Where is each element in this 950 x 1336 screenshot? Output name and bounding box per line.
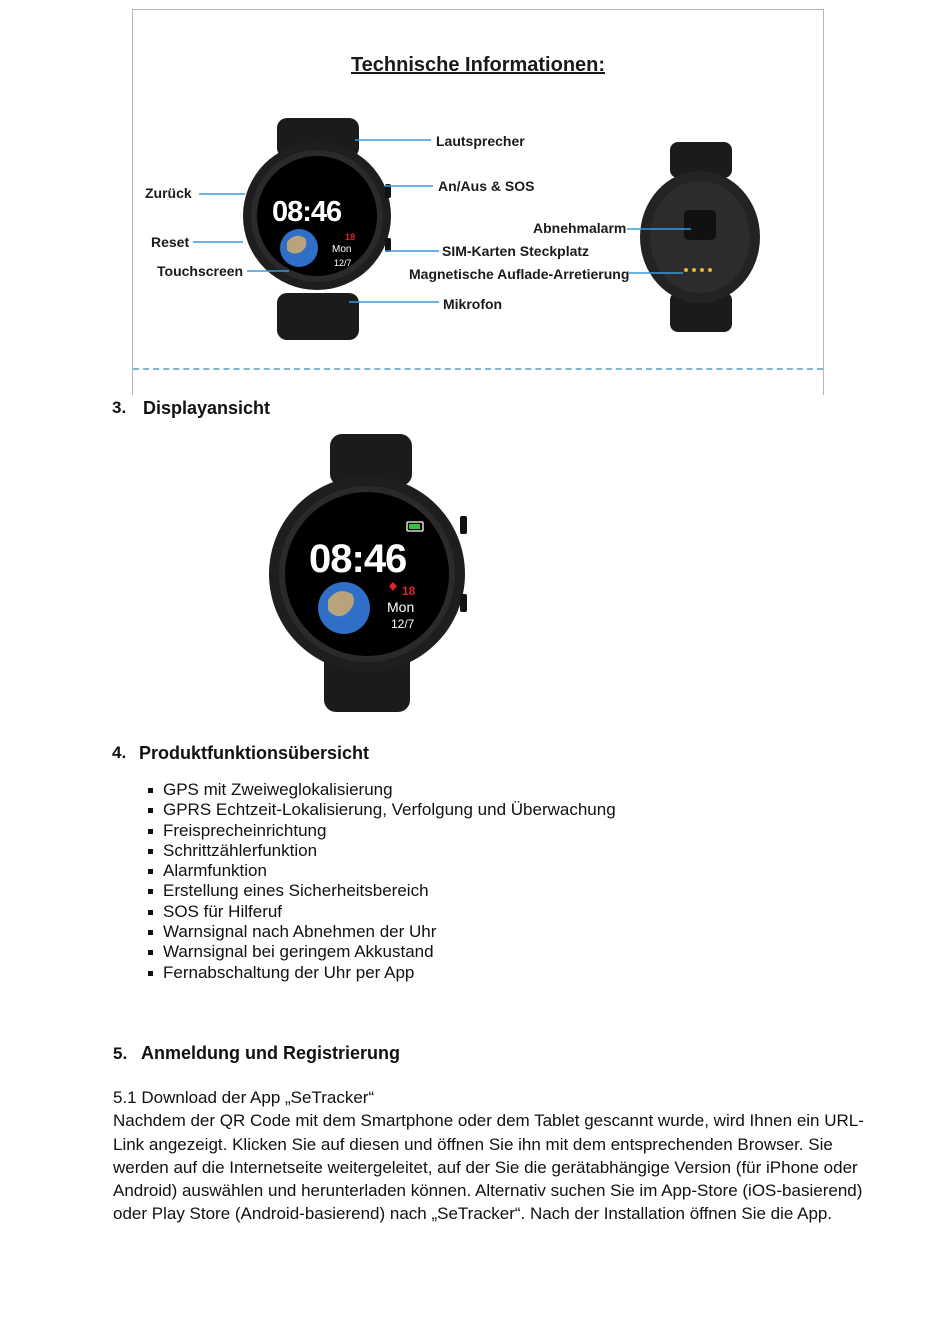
front-watch-time: 08:46 <box>272 196 342 228</box>
tech-info-title: Technische Informationen: <box>350 54 606 76</box>
label-abnehmalarm: Abnehmalarm <box>533 220 627 236</box>
registration-paragraph: Nachdem der QR Code mit dem Smartphone oder dem Tablet gescannt wurde, wird Ihnen ein URL-Link angezeigt. Klicken Sie auf diesen und öffnen Sie ihn mit dem entsprechenden Browser. Sie werden auf die Internetseite weitergeleitet, auf der Sie die gerätabhängige Version (für iPhone oder Android) auswählen und herunterladen können. Alternativ suchen Sie im App-Store (iOS-basierend) oder Play Store (Android-basierend) nach „SeTracker“. Nach der Installation öffnen Sie die App. <box>113 1111 864 1224</box>
dashed-divider <box>133 368 823 370</box>
label-zurueck: Zurück <box>145 185 192 201</box>
label-mikrofon: Mikrofon <box>443 296 503 312</box>
label-touchscreen: Touchscreen <box>157 263 244 279</box>
label-sim-slot: SIM-Karten Steckplatz <box>442 243 590 259</box>
section5-title: Anmeldung und Registrierung <box>141 1043 400 1063</box>
feature-item: GPRS Echtzeit-Lokalisierung, Verfolgung und Überwachung <box>148 800 616 820</box>
feature-item: Schrittzählerfunktion <box>148 841 616 861</box>
section3-title: Displayansicht <box>143 398 271 418</box>
front-watch-day: Mon <box>332 244 352 255</box>
section4-number: 4. <box>112 743 127 762</box>
label-lautsprecher: Lautsprecher <box>436 133 525 149</box>
front-watch-date: 12/7 <box>334 258 352 268</box>
feature-item: Erstellung eines Sicherheitsbereich <box>148 881 616 901</box>
feature-item: Alarmfunktion <box>148 861 616 881</box>
label-an-aus-sos: An/Aus & SOS <box>438 178 535 194</box>
label-reset: Reset <box>151 234 190 250</box>
label-magnetic-charger: Magnetische Auflade-Arretierung <box>409 266 630 282</box>
technical-info-figure <box>132 9 824 395</box>
display-watch-time: 08:46 <box>309 537 407 581</box>
feature-list <box>148 780 616 983</box>
display-watch-day: Mon <box>387 599 415 615</box>
feature-item: GPS mit Zweiweglokalisierung <box>148 780 616 800</box>
section5-number: 5. <box>113 1044 128 1063</box>
display-watch-heart: 18 <box>402 584 416 598</box>
registration-text <box>113 1086 873 1226</box>
feature-item: Warnsignal nach Abnehmen der Uhr <box>148 922 616 942</box>
feature-item: Freisprecheinrichtung <box>148 821 616 841</box>
feature-item: SOS für Hilferuf <box>148 902 616 922</box>
section3-number: 3. <box>112 398 127 417</box>
leader-lines <box>133 10 823 395</box>
section4-title: Produktfunktionsübersicht <box>139 743 370 763</box>
display-watch-date: 12/7 <box>391 617 415 631</box>
feature-item: Warnsignal bei geringem Akkustand <box>148 942 616 962</box>
subheading-download-app: 5.1 Download der App „SeTracker“ <box>113 1088 375 1107</box>
feature-item: Fernabschaltung der Uhr per App <box>148 963 616 983</box>
front-watch-heart: 18 <box>345 232 356 242</box>
